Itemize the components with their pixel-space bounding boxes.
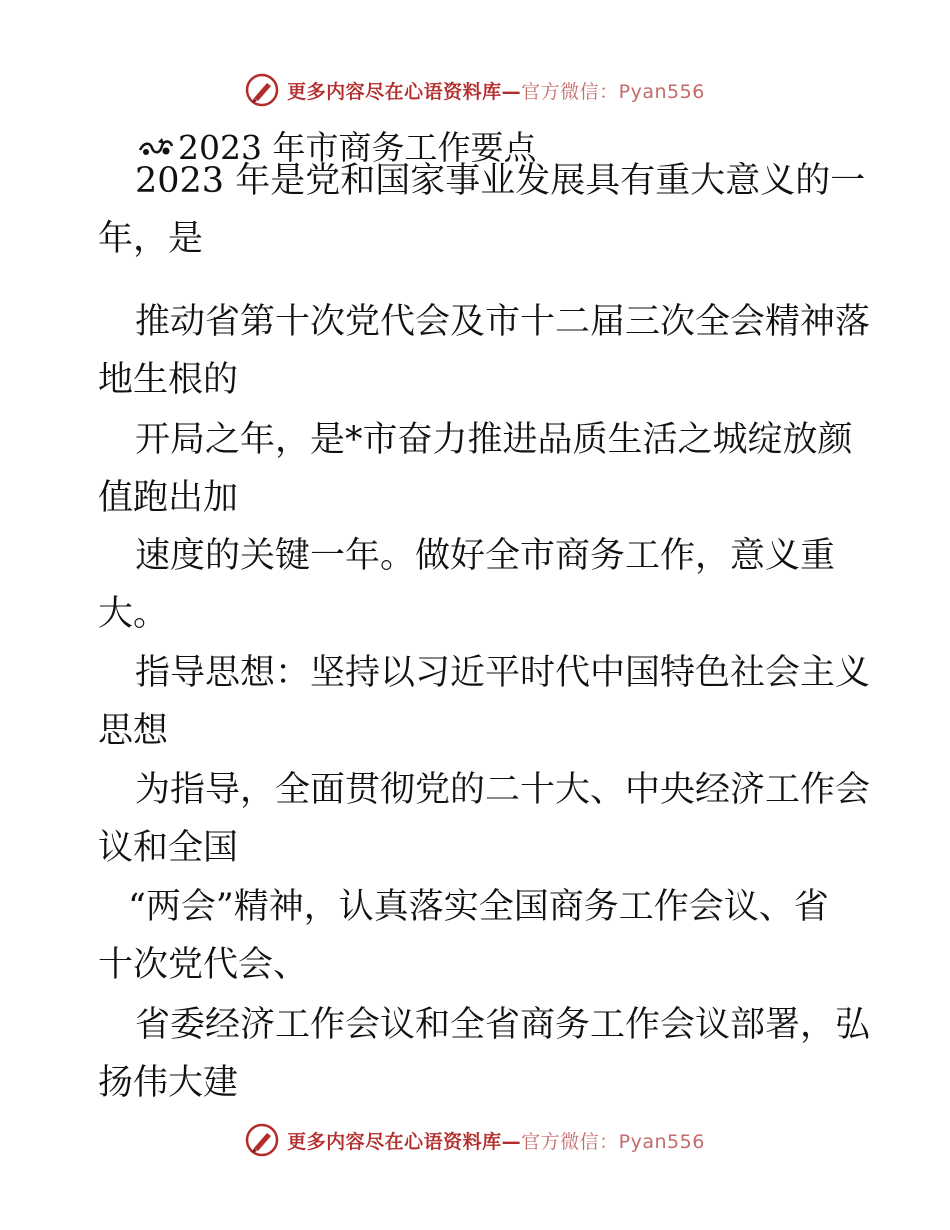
paragraph-3: 开局之年，是*市奋力推进品质生活之城绽放颜 值跑出加: [98, 420, 853, 518]
banner-text: 更多内容尽在心语资料库—官方微信：Pyan556: [287, 80, 705, 103]
title-text: 2023 年市商务工作要点: [178, 128, 537, 167]
paragraph-6: 为指导，全面贯彻党的二十大、中央经济工作会 议和全国: [98, 770, 871, 868]
footer-banner: [0, 1120, 950, 1160]
paragraph-8: 省委经济工作会议和全省商务工作会议部署，弘 扬伟大建: [98, 1005, 871, 1103]
banner-text: 更多内容尽在心语资料库—官方微信：Pyan556: [287, 1130, 705, 1153]
paragraph-4: 速度的关键一年。做好全市商务工作，意义重 大。: [98, 536, 836, 634]
paragraph-5: 指导思想：坚持以习近平时代中国特色社会主义 思想: [98, 653, 871, 751]
pen-logo-icon: [245, 1123, 279, 1157]
pen-logo-icon: [245, 73, 279, 107]
paragraph-2: 推动省第十次党代会及市十二届三次全会精神落 地生根的: [98, 302, 871, 400]
header-banner: [0, 70, 950, 110]
paragraph-7: “两会”精神，认真落实全国商务工作会议、省 十次党代会、: [98, 887, 829, 985]
paragraph-1: 2023 年是党和国家事业发展具有重大意义的一 年，是: [98, 161, 866, 259]
